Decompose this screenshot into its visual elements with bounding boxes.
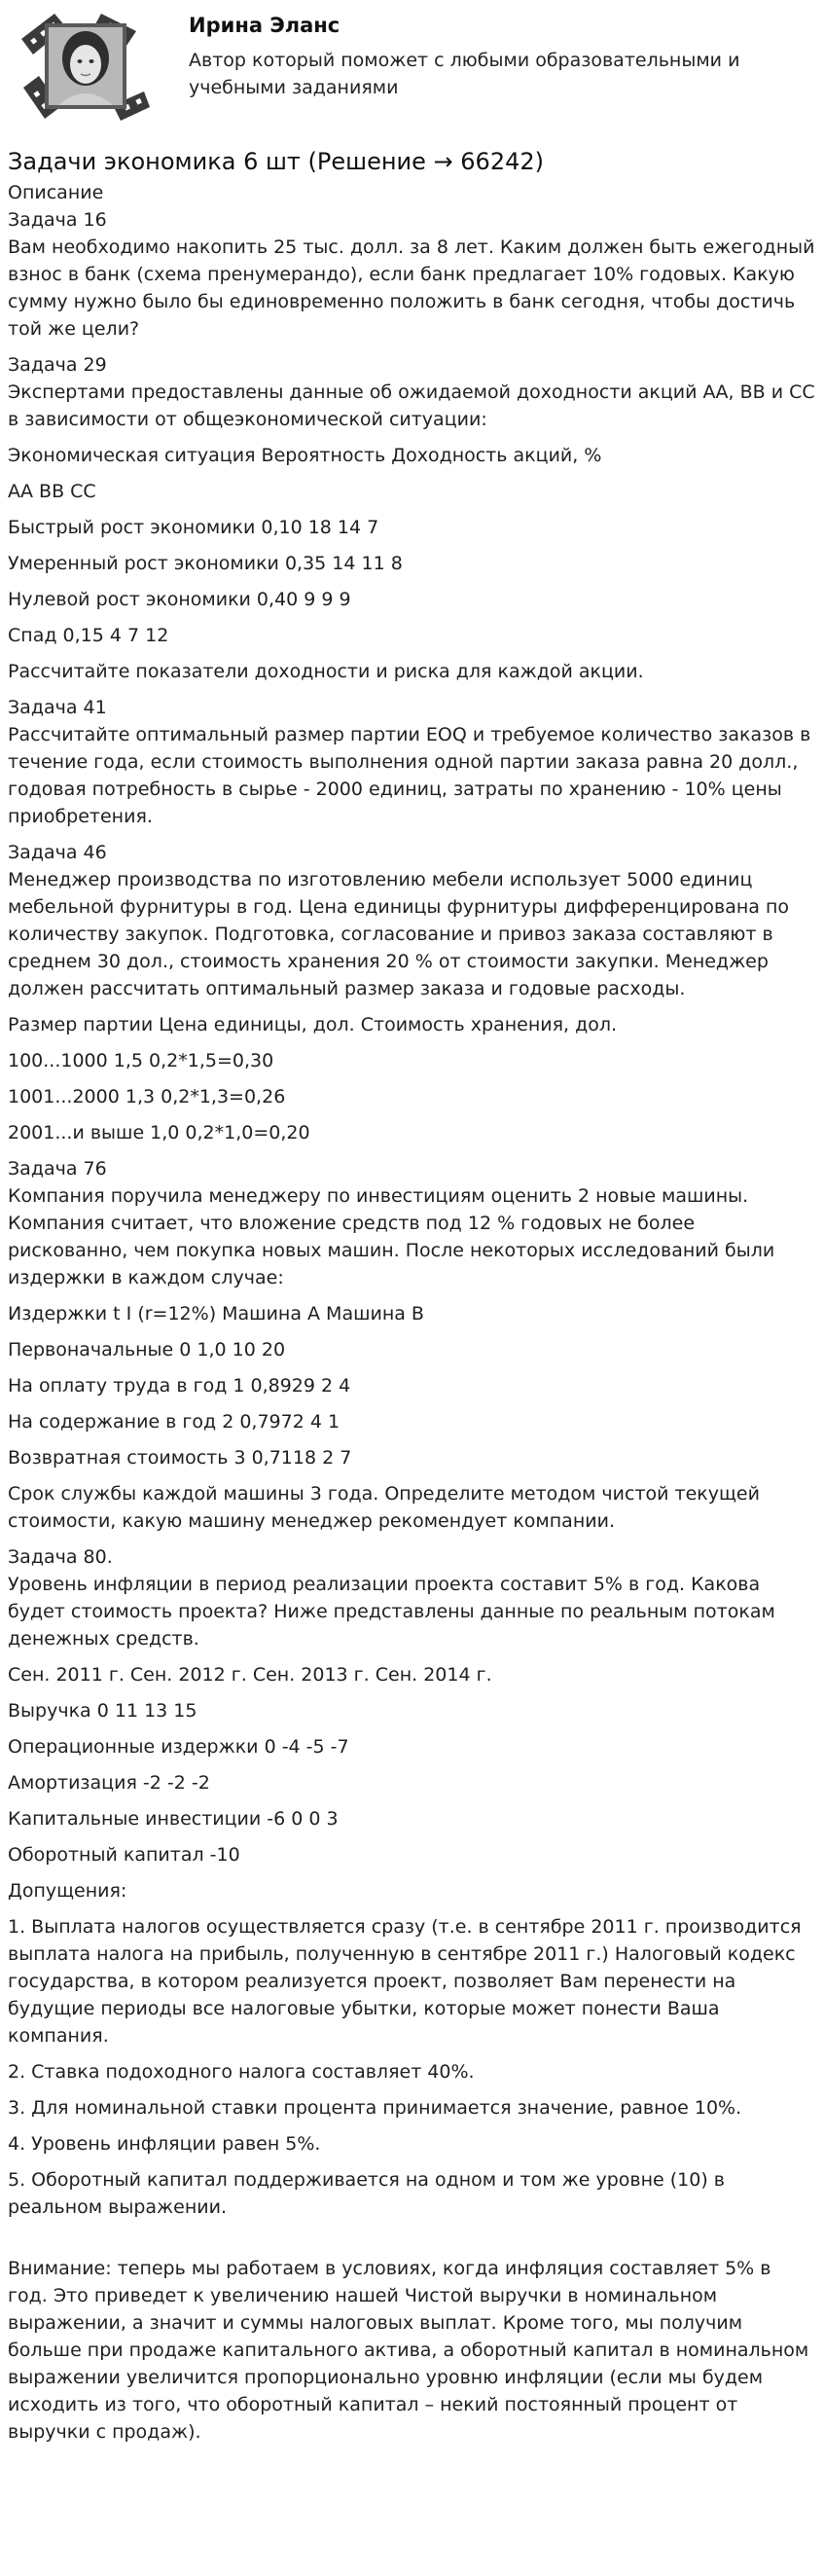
- assumption-item: 3. Для номинальной ставки процента принимается значение, равное 10%.: [8, 2097, 742, 2119]
- task16-text: Вам необходимо накопить 25 тыс. долл. за 8 лет. Каким должен быть ежегодный взнос в банк (схема пренумерандо), если банк предлагает 10% годовых. Какую сумму нужно было бы единовременно положить в банк сегодня, чтобы достичь той же цели?: [8, 236, 815, 340]
- assumption-item: 4. Уровень инфляции равен 5%.: [8, 2133, 321, 2155]
- page-title: Задачи экономика 6 шт (Решение → 66242): [8, 148, 544, 175]
- task80-line: Уровень инфляции в период реализации проекта составит 5% в год. Какова будет стоимость проекта? Ниже представлены данные по реальным потокам денежных средств.: [8, 1574, 775, 1650]
- task29-line: Рассчитайте показатели доходности и риска для каждой акции.: [8, 661, 644, 682]
- spacer: [8, 2230, 816, 2255]
- assumption-item: 5. Оборотный капитал поддерживается на одном и том же уровне (10) в реальном выражении.: [8, 2169, 725, 2218]
- task76-heading: Задача 76: [8, 1158, 107, 1179]
- task29-line: Нулевой рост экономики 0,40 9 9 9: [8, 589, 351, 610]
- task76-line: Срок службы каждой машины 3 года. Определите методом чистой текущей стоимости, какую машину менеджер рекомендует компании.: [8, 1483, 760, 1532]
- assumption-item: 2. Ставка подоходного налога составляет 40%.: [8, 2061, 475, 2083]
- assumptions-label: Допущения:: [8, 1880, 127, 1902]
- task29-line: Спад 0,15 4 7 12: [8, 625, 169, 646]
- task76-line: Компания поручила менеджеру по инвестициям оценить 2 новые машины. Компания считает, что вложение средств под 12 % годовых не более рискованно, чем покупка новых машин. После некоторых исследований были издержки в каждом случае:: [8, 1185, 775, 1288]
- task46-line: 1001...2000 1,3 0,2*1,3=0,26: [8, 1086, 286, 1107]
- task80-line: Амортизация -2 -2 -2: [8, 1772, 210, 1794]
- task80-line: Оборотный капитал -10: [8, 1844, 240, 1866]
- task76-line: Первоначальные 0 1,0 10 20: [8, 1339, 286, 1361]
- task46-line: 100...1000 1,5 0,2*1,5=0,30: [8, 1050, 274, 1071]
- author-name[interactable]: Ирина Эланс: [189, 14, 340, 37]
- task76-line: Возвратная стоимость 3 0,7118 2 7: [8, 1447, 352, 1469]
- task80-line: Капитальные инвестиции -6 0 0 3: [8, 1808, 339, 1830]
- task16-heading: Задача 16: [8, 209, 107, 231]
- task46-line: Менеджер производства по изготовлению мебели использует 5000 единиц мебельной фурнитуры в год. Цена единицы фурнитуры дифференцирована по количеству закупок. Подготовка, согласование и привоз заказа составляют в среднем 30 дол., стоимость хранения 20 % от стоимости закупки. Менеджер должен рассчитать оптимальный размер заказа и годовые расходы.: [8, 869, 789, 999]
- assumption-item: 1. Выплата налогов осуществляется сразу (т.е. в сентябре 2011 г. производится выплата налога на прибыль, полученную в сентябре 2011 г.) Налоговый кодекс государства, в котором реализуется проект, позволяет Вам перенести на будущие периоды все налоговые убытки, которые может понести Ваша компания.: [8, 1916, 802, 2047]
- task29-line: Экономическая ситуация Вероятность Доходность акций, %: [8, 445, 602, 466]
- author-card: [8, 0, 816, 134]
- task29-line: Умеренный рост экономики 0,35 14 11 8: [8, 553, 403, 574]
- task46-line: 2001...и выше 1,0 0,2*1,0=0,20: [8, 1122, 310, 1143]
- task76-line: На оплату труда в год 1 0,8929 2 4: [8, 1375, 351, 1397]
- task80-line: Операционные издержки 0 -4 -5 -7: [8, 1736, 349, 1758]
- task80-line: Сен. 2011 г. Сен. 2012 г. Сен. 2013 г. Сен. 2014 г.: [8, 1664, 492, 1686]
- inflation-note: Внимание: теперь мы работаем в условиях, когда инфляция составляет 5% в год. Это приведет к увеличению нашей Чистой выручки в номинальном выражении, а значит и суммы налоговых выплат. Кроме того, мы получим больше при продаже капитального актива, а оборотный капитал в номинальном выражении увеличится пропорционально уровню инфляции (если мы будем исходить из того, что оборотный капитал – некий постоянный процент от выручки с продаж).: [8, 2258, 809, 2443]
- task46-line: Размер партии Цена единицы, дол. Стоимость хранения, дол.: [8, 1014, 618, 1035]
- task41-heading: Задача 41: [8, 697, 107, 718]
- description-label: Описание: [8, 182, 104, 203]
- task41-text: Рассчитайте оптимальный размер партии EOQ и требуемое количество заказов в течение года, если стоимость выполнения одной партии заказа равна 20 долл., годовая потребность в сырье - 2000 единиц, затраты по хранению - 10% цены приобретения.: [8, 724, 811, 827]
- author-avatar[interactable]: [16, 10, 152, 125]
- task76-line: Издержки t I (r=12%) Машина А Машина В: [8, 1303, 424, 1324]
- task80-line: Выручка 0 11 13 15: [8, 1700, 197, 1722]
- task46-heading: Задача 46: [8, 842, 107, 863]
- task29-heading: Задача 29: [8, 354, 107, 376]
- task29-line: АА ВВ СС: [8, 481, 96, 502]
- task80-heading: Задача 80.: [8, 1546, 113, 1568]
- task29-line: Быстрый рост экономики 0,10 18 14 7: [8, 517, 379, 538]
- author-description: Автор который поможет с любыми образовательными и учебными заданиями: [189, 50, 740, 98]
- task29-line: Экспертами предоставлены данные об ожидаемой доходности акций АА, ВВ и СС в зависимости от общеэкономической ситуации:: [8, 381, 815, 430]
- task76-line: На содержание в год 2 0,7972 4 1: [8, 1411, 340, 1433]
